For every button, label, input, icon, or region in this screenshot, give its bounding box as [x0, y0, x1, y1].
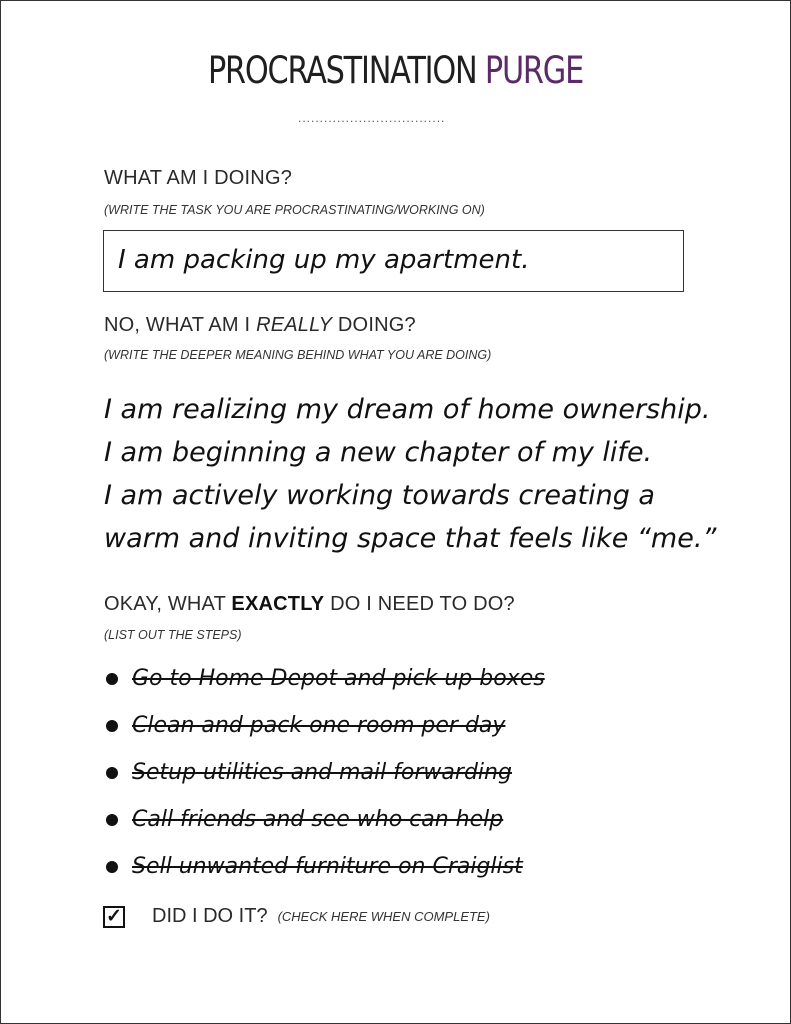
meaning-line: I am realizing my dream of home ownership. [104, 394, 711, 425]
step-text: Call friends and see who can help [132, 807, 504, 832]
doing-hint: (WRITE THE TASK YOU ARE PROCRASTINATING/WORKING ON) [104, 203, 485, 217]
completion-hint: (CHECK HERE WHEN COMPLETE) [277, 909, 490, 924]
step-text: Sell unwanted furniture on Craiglist [132, 854, 523, 879]
completion-label: DID I DO IT? [152, 905, 268, 927]
really-heading-pre: NO, WHAT AM I [104, 314, 257, 336]
step-text: Clean and pack one room per day [132, 713, 506, 738]
steps-heading [104, 593, 515, 616]
really-heading-em: REALLY [256, 314, 333, 336]
title-main: PROCRASTINATION [207, 49, 477, 92]
bullet-icon [106, 814, 118, 826]
task-answer-text: I am packing up my apartment. [118, 245, 530, 275]
title-accent: PURGE [484, 49, 584, 92]
really-heading [104, 314, 416, 337]
step-item[interactable] [106, 843, 545, 890]
task-answer-box[interactable] [103, 230, 684, 292]
title-divider: .................................. [298, 114, 446, 122]
really-hint: (WRITE THE DEEPER MEANING BEHIND WHAT YOU ARE DOING) [104, 348, 492, 362]
completion-row [103, 905, 490, 928]
steps-heading-post: DO I NEED TO DO? [324, 593, 515, 615]
steps-list [106, 655, 545, 890]
step-item[interactable] [106, 749, 545, 796]
page-title [71, 49, 720, 92]
meaning-line: I am actively working towards creating a [104, 480, 655, 511]
bullet-icon [106, 861, 118, 873]
doing-heading: WHAT AM I DOING? [104, 167, 293, 189]
step-text: Setup utilities and mail forwarding [132, 760, 512, 785]
steps-heading-strong: EXACTLY [231, 593, 325, 615]
step-item[interactable] [106, 796, 545, 843]
meaning-line: I am beginning a new chapter of my life. [104, 437, 653, 468]
meaning-answer[interactable] [104, 388, 716, 560]
step-item[interactable] [106, 655, 545, 702]
checkmark-icon: ✓ [106, 906, 122, 927]
steps-hint: (LIST OUT THE STEPS) [104, 628, 242, 642]
really-heading-post: DOING? [332, 314, 416, 336]
bullet-icon [106, 720, 118, 732]
step-item[interactable] [106, 702, 545, 749]
meaning-line: warm and inviting space that feels like “me.” [104, 523, 717, 554]
step-text: Go to Home Depot and pick up boxes [132, 666, 545, 691]
bullet-icon [106, 673, 118, 685]
steps-heading-pre: OKAY, WHAT [104, 593, 232, 615]
completion-checkbox[interactable] [103, 906, 125, 928]
bullet-icon [106, 767, 118, 779]
